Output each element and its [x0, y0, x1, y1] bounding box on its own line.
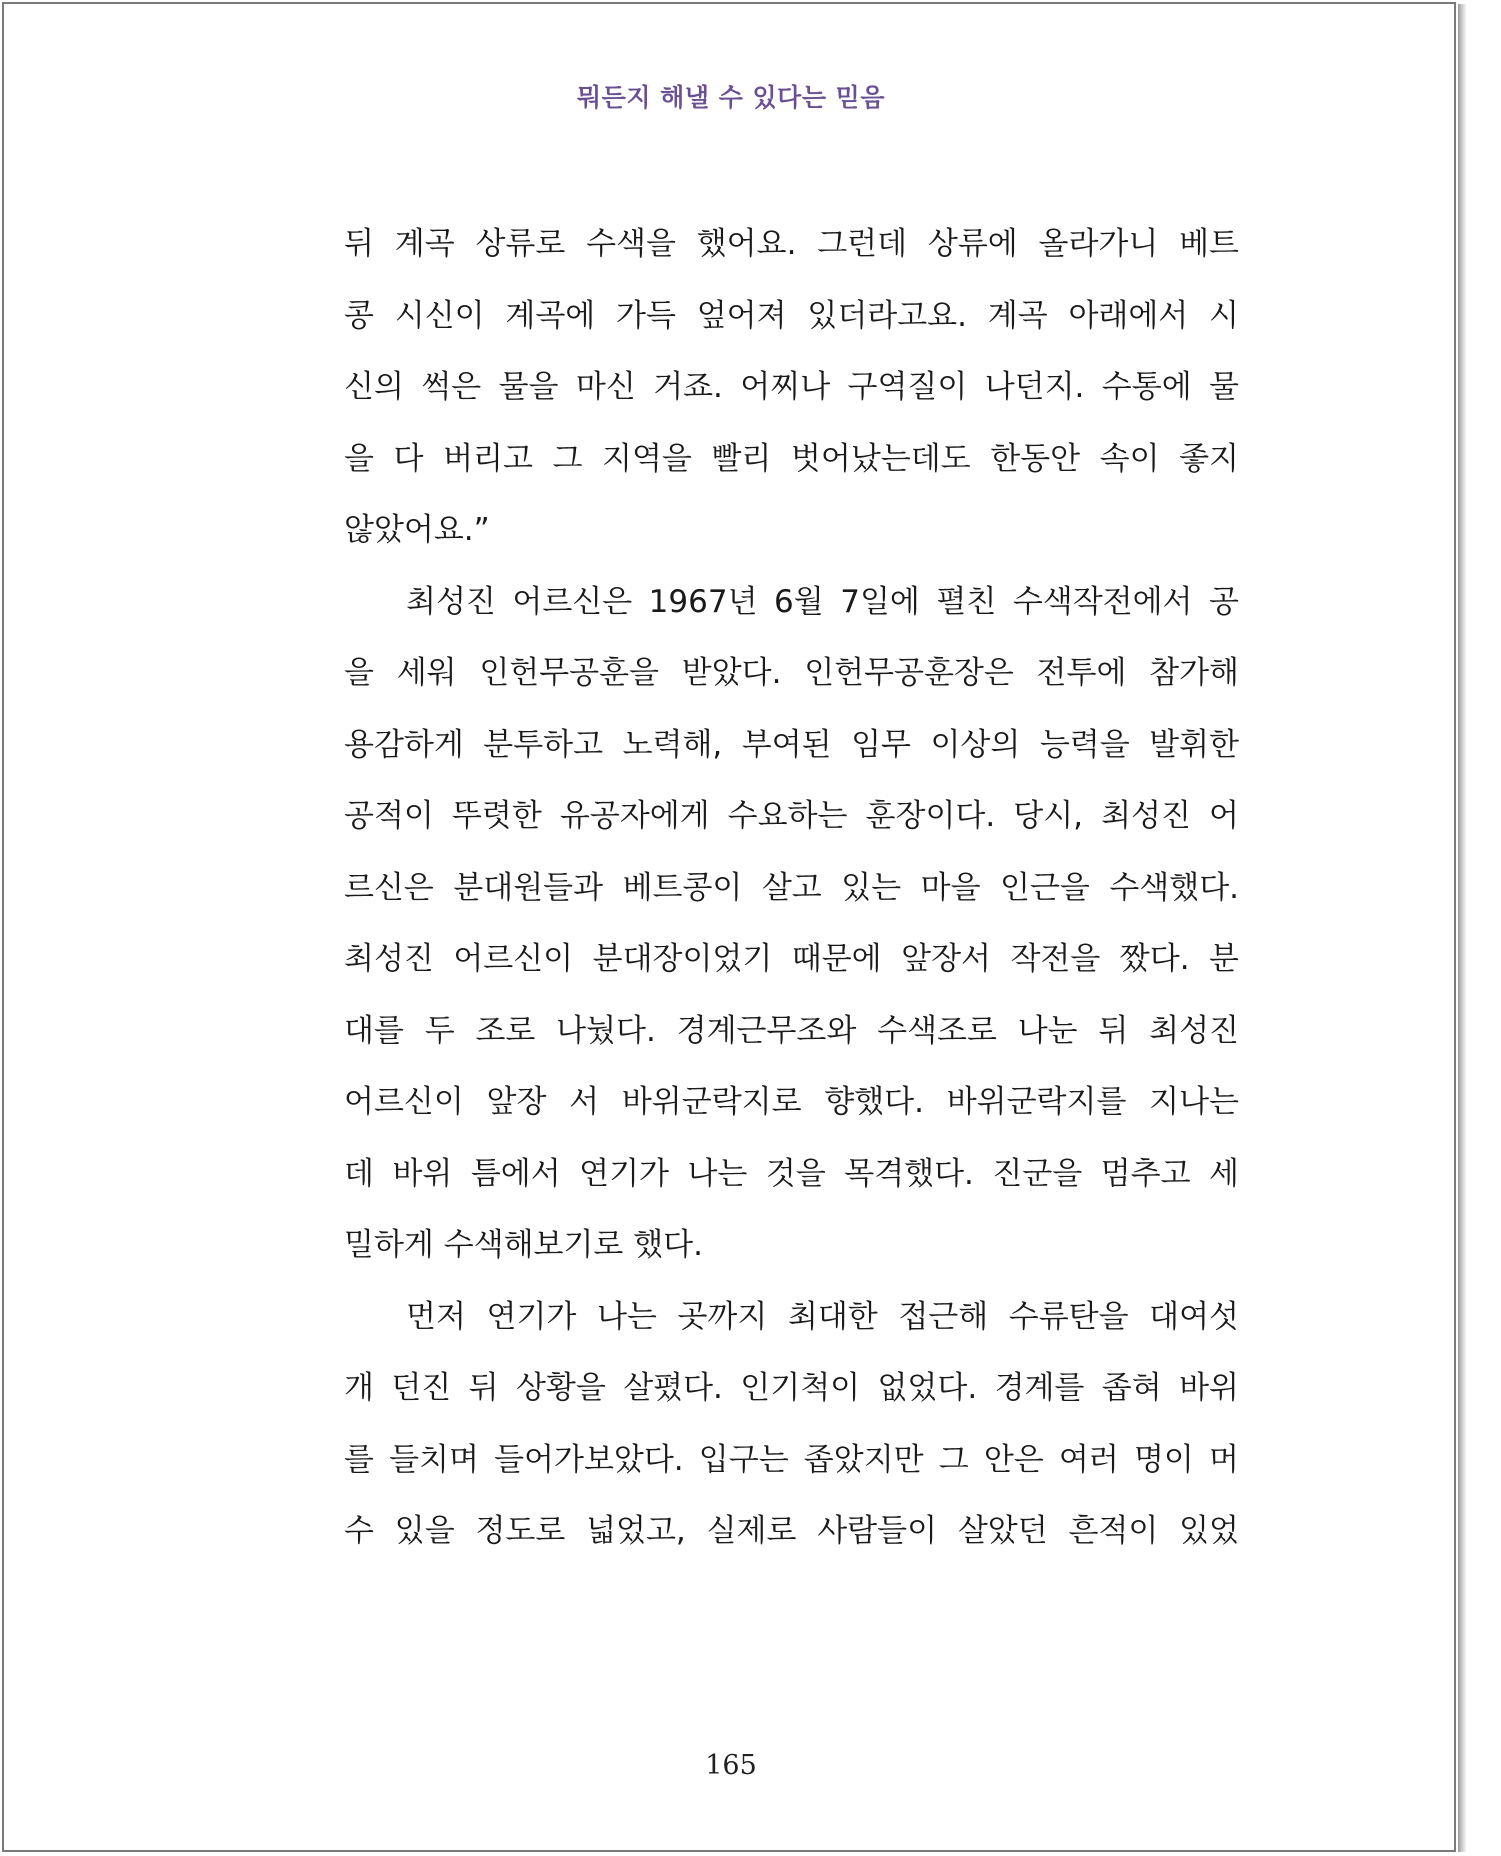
text-line: 수 있을 정도로 넓었고, 실제로 사람들이 살았던 흔적이 있었 [344, 1513, 1239, 1549]
text-line: 용감하게 분투하고 노력해, 부여된 임무 이상의 능력을 발휘한 [344, 726, 1239, 763]
text-line: 을 다 버리고 그 지역을 빨리 벗어났는데도 한동안 속이 좋지 [344, 440, 1239, 477]
text-line: 콩 시신이 계곡에 가득 엎어져 있더라고요. 계곡 아래에서 시 [344, 297, 1239, 334]
text-line: 를 들치며 들어가보았다. 입구는 좁았지만 그 안은 여러 명이 머 [344, 1441, 1239, 1478]
body-text [344, 209, 1239, 1568]
text-line: 개 던진 뒤 상황을 살폈다. 인기척이 없었다. 경계를 좁혀 바위 [344, 1370, 1239, 1406]
text-line: 않았어요.” [344, 512, 490, 548]
running-header: 뭐든지 해낼 수 있다는 믿음 [577, 83, 885, 112]
text-line: 대를 두 조로 나눴다. 경계근무조와 수색조로 나눈 뒤 최성진 [344, 1012, 1239, 1049]
text-line: 공적이 뚜렷한 유공자에게 수요하는 훈장이다. 당시, 최성진 어 [344, 798, 1239, 834]
text-line: 최성진 어르신은 1967년 6월 7일에 펼친 수색작전에서 공 [406, 583, 1239, 620]
text-line: 르신은 분대원들과 베트콩이 살고 있는 마을 인근을 수색했다. [344, 869, 1239, 906]
book-page [2, 2, 1456, 1852]
page-edge-shadow [1458, 4, 1466, 1852]
text-line: 먼저 연기가 나는 곳까지 최대한 접근해 수류탄을 대여섯 [406, 1298, 1239, 1335]
text-line: 어르신이 앞장 서 바위군락지로 향했다. 바위군락지를 지나는 [344, 1084, 1239, 1120]
page-number: 165 [705, 1750, 757, 1781]
text-line: 밀하게 수색해보기로 했다. [344, 1227, 703, 1263]
text-line: 데 바위 틈에서 연기가 나는 것을 목격했다. 진군을 멈추고 세 [344, 1155, 1239, 1192]
text-line: 신의 썩은 물을 마신 거죠. 어찌나 구역질이 나던지. 수통에 물 [344, 369, 1239, 405]
text-line: 을 세워 인헌무공훈을 받았다. 인헌무공훈장은 전투에 참가해 [344, 655, 1239, 691]
text-line: 뒤 계곡 상류로 수색을 했어요. 그런데 상류에 올라가니 베트 [344, 226, 1239, 262]
text-line: 최성진 어르신이 분대장이었기 때문에 앞장서 작전을 짰다. 분 [344, 941, 1239, 977]
